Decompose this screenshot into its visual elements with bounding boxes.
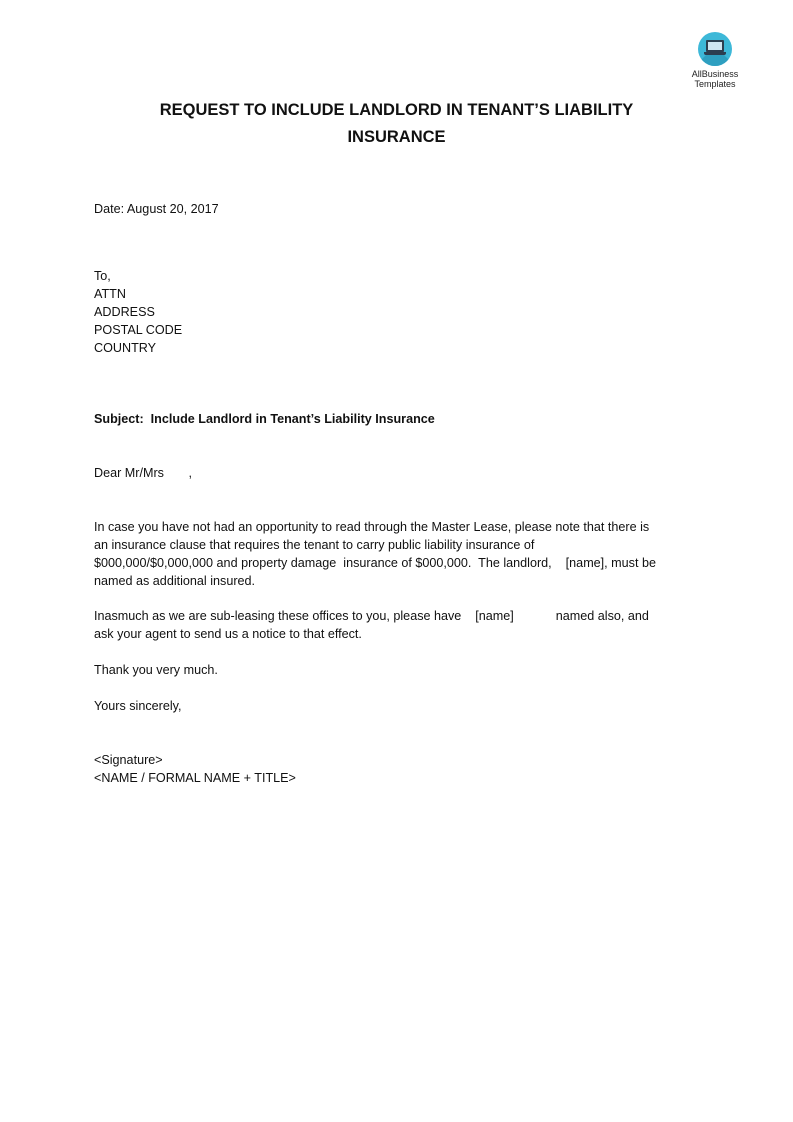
allbusiness-templates-logo bbox=[680, 32, 750, 89]
body-p2-line: Inasmuch as we are sub-leasing these offices to you, please have [name] named also, and bbox=[94, 609, 649, 623]
body-paragraph-2 bbox=[94, 607, 699, 643]
body-p1-line: an insurance clause that requires the tenant to carry public liability insurance of bbox=[94, 538, 535, 552]
recipient-address: ADDRESS bbox=[94, 305, 155, 319]
recipient-to: To, bbox=[94, 269, 111, 283]
recipient-postal-code: POSTAL CODE bbox=[94, 323, 183, 337]
logo-text-line2: Templates bbox=[694, 79, 736, 89]
body-paragraph-1 bbox=[94, 518, 699, 590]
signature-placeholder: <Signature> bbox=[94, 753, 163, 767]
date: Date: August 20, 2017 bbox=[94, 202, 219, 216]
document-title bbox=[100, 97, 693, 151]
body-p1-line: In case you have not had an opportunity to read through the Master Lease, please note that there is bbox=[94, 520, 650, 534]
logo-text-line1: AllBusiness bbox=[691, 69, 739, 79]
title-line-1: REQUEST TO INCLUDE LANDLORD IN TENANT’S LIABILITY bbox=[159, 101, 634, 119]
body-p2-line: ask your agent to send us a notice to that effect. bbox=[94, 627, 362, 641]
logo-text bbox=[680, 69, 750, 89]
recipient-attn: ATTN bbox=[94, 287, 126, 301]
name-title-placeholder: <NAME / FORMAL NAME + TITLE> bbox=[94, 771, 296, 785]
closing-line: Yours sincerely, bbox=[94, 699, 182, 713]
thanks-line: Thank you very much. bbox=[94, 663, 218, 677]
recipient-country: COUNTRY bbox=[94, 341, 157, 355]
laptop-icon bbox=[698, 32, 732, 66]
salutation: Dear Mr/Mrs , bbox=[94, 466, 192, 480]
body-p1-line: $000,000/$0,000,000 and property damage insurance of $000,000. The landlord, [name], must be bbox=[94, 556, 656, 570]
subject-line: Subject: Include Landlord in Tenant’s Liability Insurance bbox=[94, 412, 435, 426]
body-p1-line: named as additional insured. bbox=[94, 574, 256, 588]
title-line-2: INSURANCE bbox=[347, 128, 446, 146]
